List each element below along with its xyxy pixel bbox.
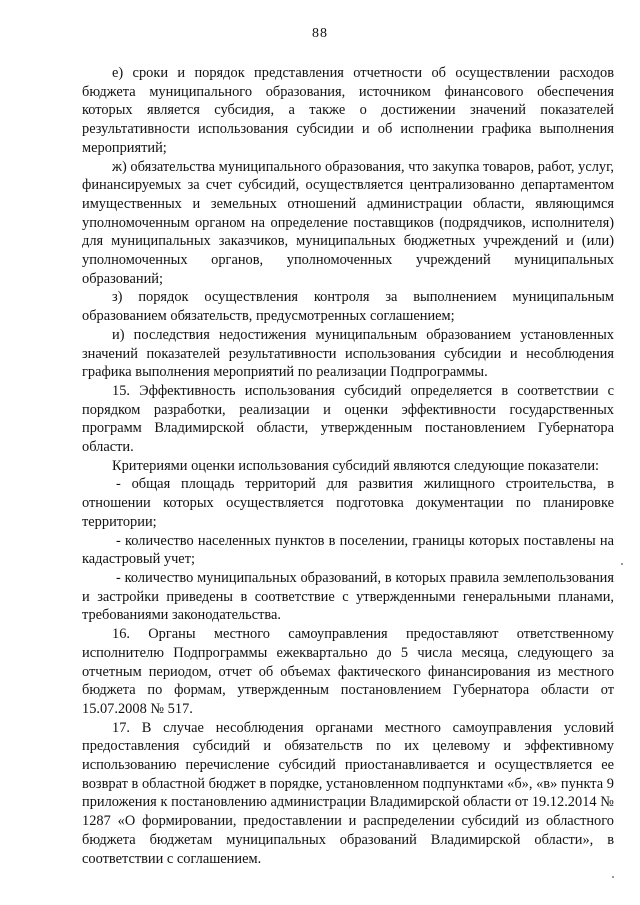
scan-speck <box>621 563 623 565</box>
paragraph-17-non-compliance: 17. В случае несоблюдения органами местного самоуправления условий предоставления субсидий и обязательств по их целевому и эффективному использованию перечисление субсидий приостанавливается и осуществляется ее возврат в областной бюджет в порядке, установленном подпунктами «б», «в» пункта 9 приложения к постановлению администрации Владимирской области от 19.12.2014 № 1287 «О формировании, предоставлении и распределении субсидий из областного бюджета бюджетам муниципальных образований Владимирской области», в соответствии с соглашением. <box>82 719 614 867</box>
paragraph-i-consequences: и) последствия недостижения муниципальным образованием установленных значений показателей результативности использования субсидии и несоблюдения графика выполнения мероприятий по реализации Подпрограммы. <box>82 326 614 381</box>
criteria-item-land-use-rules: - количество муниципальных образований, в которых правила землепользования и застройки приведены в соответствие с утвержденными генеральными планами, требованиями законодательства. <box>82 569 614 624</box>
page-number: 88 <box>312 26 328 41</box>
scan-speck <box>612 876 614 878</box>
document-body <box>82 64 614 868</box>
paragraph-z-control-procedure: з) порядок осуществления контроля за выполнением муниципальным образованием обязательств, предусмотренных соглашением; <box>82 289 614 325</box>
paragraph-15-efficiency: 15. Эффективность использования субсидий определяется в соответствии с порядком разработки, реализации и оценки эффективности государственных программ Владимирской области, утвержденным постановлением Губернатора области. <box>82 382 614 456</box>
paragraph-16-quarterly-report: 16. Органы местного самоуправления предоставляют ответственному исполнителю Подпрограммы ежеквартально до 5 числа месяца, следующего за отчетным периодом, отчет об объемах фактического финансирования из местного бюджета по формам, утвержденным постановлением Губернатора области от 15.07.2008 № 517. <box>82 626 614 717</box>
paragraph-criteria-intro: Критериями оценки использования субсидий являются следующие показатели: <box>112 457 600 474</box>
criteria-item-settlements-cadastre: - количество населенных пунктов в поселении, границы которых поставлены на кадастровый учет; <box>82 532 614 568</box>
criteria-item-housing-area: - общая площадь территорий для развития жилищного строительства, в отношении которых осуществляется подготовка документации по планировке территории; <box>82 476 614 530</box>
paragraph-e-reporting-terms: е) сроки и порядок представления отчетности об осуществлении расходов бюджета муниципального образования, источником финансового обеспечения которых является субсидия, а также о достижении значений показателей результативности использования субсидии и об исполнении графика выполнения мероприятий; <box>82 65 614 156</box>
paragraph-zh-procurement-obligations: ж) обязательства муниципального образования, что закупка товаров, работ, услуг, финансируемых за счет субсидий, осуществляется централизованно департаментом имущественных и земельных отношений администрации области, являющимся уполномоченным органом на определение поставщиков (подрядчиков, исполнителя) для муниципальных заказчиков, муниципальных бюджетных учреждений и (или) уполномоченных органов, уполномоченных учреждений муниципальных образований; <box>82 158 614 287</box>
